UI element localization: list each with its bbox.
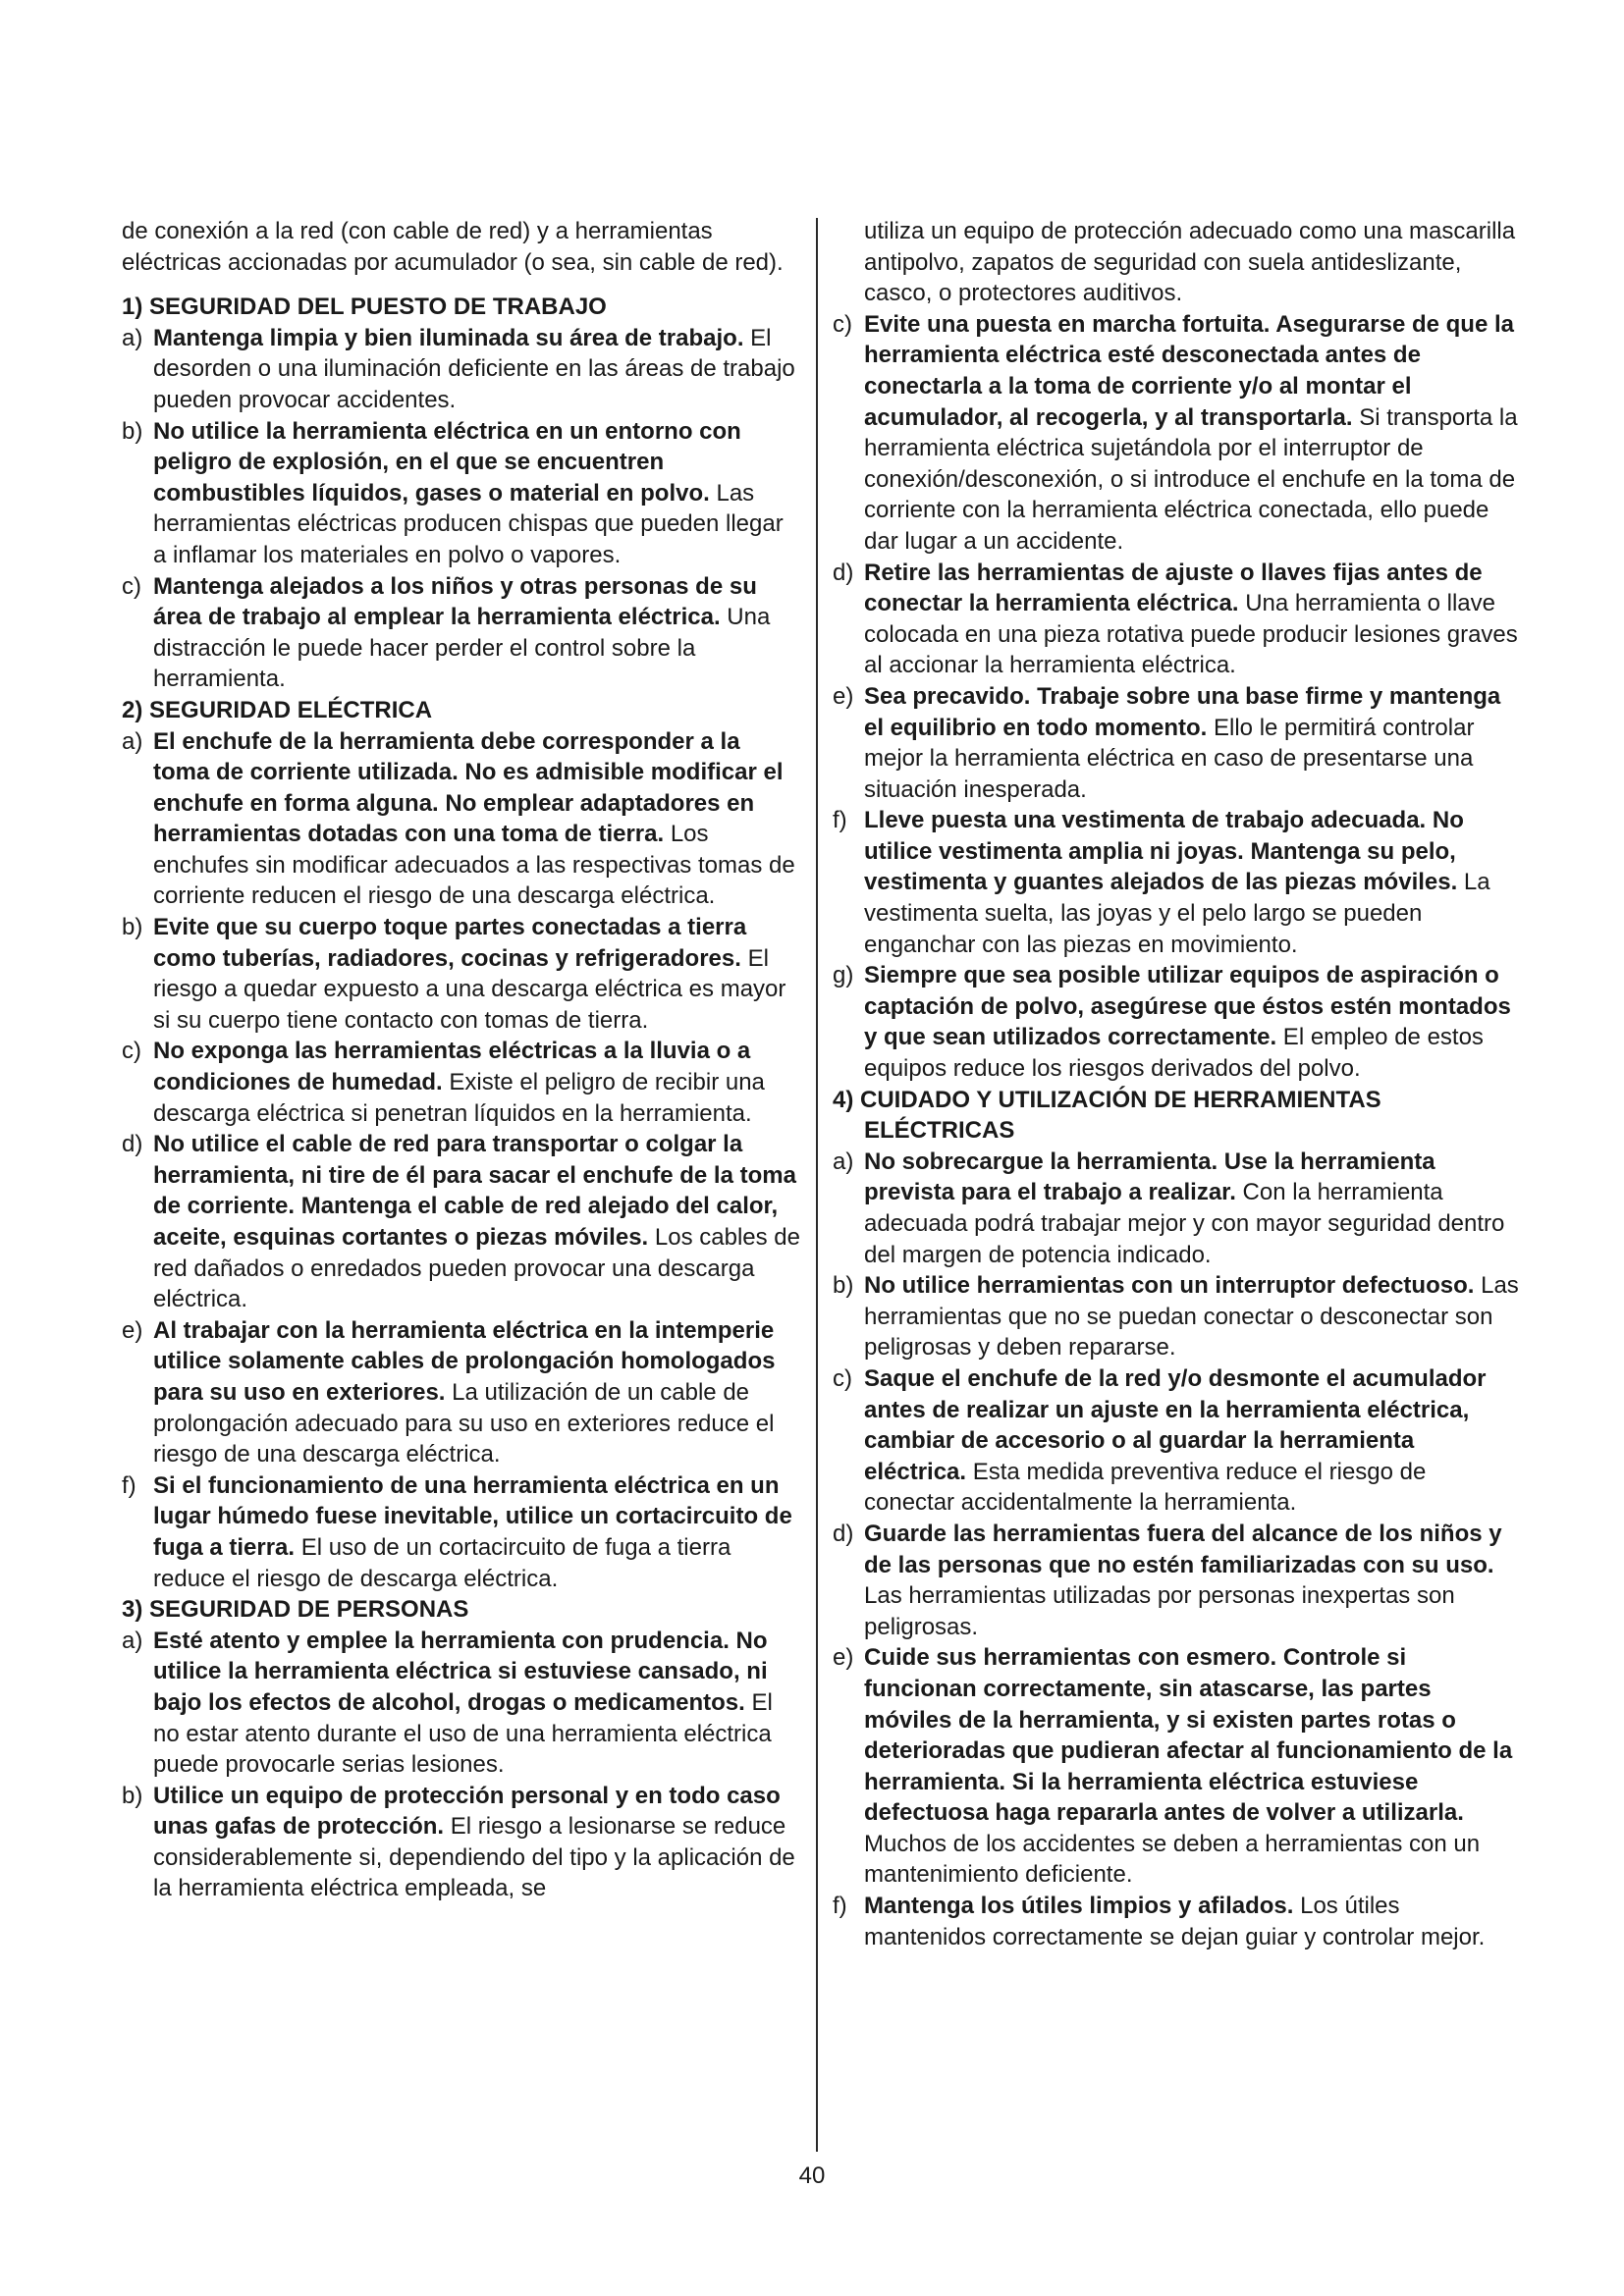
continued-paragraph: utiliza un equipo de protección adecuado como una mascarilla antipolvo, zapatos de seguridad con suela antideslizante, casco, o protectores auditivos. [864,218,1516,307]
item-bold-text: Lleve puesta una vestimenta de trabajo adecuada. No utilice vestimenta amplia ni joyas. Mantenga su pelo, vestimenta y guantes alejados de las piezas móviles. [864,807,1464,896]
item-text: El uso de un cortacircuito de fuga a tierra reduce el riesgo de descarga eléctrica. [153,1533,731,1592]
item-text: El riesgo a quedar expuesto a una descarga eléctrica es mayor si su cuerpo tiene contacto con tomas de tierra. [153,944,786,1034]
item-bold-text: Saque el enchufe de la red y/o desmonte el acumulador antes de realizar un ajuste en la herramienta eléctrica, cambiar de accesorio o al guardar la herramienta eléctrica. [864,1364,1487,1485]
item-bold-text: No exponga las herramientas eléctricas a la lluvia o a condiciones de humedad. [153,1038,751,1096]
item-bold-text: Guarde las herramientas fuera del alcance de los niños y de las personas que no estén familiarizadas con su uso. [864,1520,1502,1578]
page-number: 40 [798,2163,826,2189]
item-letter: f) [833,807,847,834]
item-bold-text: Retire las herramientas de ajuste o llaves fijas antes de conectar la herramienta eléctrica. [864,559,1483,617]
list-item [833,1891,1520,1952]
item-text: El riesgo a lesionarse se reduce considerablemente si, dependiendo del tipo y la aplicación de la herramienta eléctrica empleada, se [153,1813,795,1902]
list-item [122,323,801,416]
list-item [122,1036,801,1129]
item-bold-text: Mantenga los útiles limpios y afilados. [864,1893,1294,1920]
item-text: Los enchufes sin modificar adecuados a las respectivas tomas de corriente reducen el riesgo de una descarga eléctrica. [153,821,795,910]
list-item [122,912,801,1036]
item-bold-text: Mantenga alejados a los niños y otras personas de su área de trabajo al emplear la herramienta eléctrica. [153,572,757,631]
list-item [122,1781,801,1904]
item-bold-text: Sea precavido. Trabaje sobre una base firme y mantenga el equilibrio en todo momento. [864,682,1501,741]
item-bold-text: No utilice el cable de red para transportar o colgar la herramienta, ni tire de él para sacar el enchufe de la toma de corriente. Mantenga el cable de red alejado del calor, aceite, esquinas cortantes o piezas móviles. [153,1131,796,1251]
item-letter: d) [833,1520,854,1547]
item-text: Muchos de los accidentes se deben a herramientas con un mantenimiento deficiente. [864,1830,1481,1889]
list-item [833,1147,1520,1270]
item-text: Las herramientas que no se puedan conectar o desconectar son peligrosas y deben repararse. [864,1272,1519,1362]
section-heading-tool-care: 4) CUIDADO Y UTILIZACIÓN DE HERRAMIENTAS ELÉCTRICAS [833,1086,1381,1145]
item-bold-text: Utilice un equipo de protección personal y en todo caso unas gafas de protección. [153,1782,781,1841]
list-item [833,960,1520,1084]
list-item [122,416,801,571]
item-letter: c) [122,1038,141,1065]
item-bold-text: No utilice la herramienta eléctrica en un entorno con peligro de explosión, en el que se encuentren combustibles líquidos, gases o material en polvo. [153,417,741,507]
item-letter: b) [122,914,143,941]
list-item [122,1470,801,1594]
list-item [833,1642,1520,1891]
list-item [122,726,801,913]
item-bold-text: El enchufe de la herramienta debe corresponder a la toma de corriente utilizada. No es admisible modificar el enchufe en forma alguna. No emplear adaptadores en herramientas dotadas con una toma de tierra. [153,727,784,848]
item-letter: c) [833,1364,852,1392]
item-letter: a) [833,1148,854,1175]
item-bold-text: Siempre que sea posible utilizar equipos de aspiración o captación de polvo, asegúrese que éstos estén montados y que sean utilizados correctamente. [864,962,1511,1051]
list-item [833,309,1520,558]
list-item [833,558,1520,681]
section-heading-electrical: 2) SEGURIDAD ELÉCTRICA [122,696,433,723]
list-item [122,1626,801,1781]
list-item [833,1363,1520,1519]
list-item [122,571,801,695]
item-text: Si transporta la herramienta eléctrica sujetándola por el interruptor de conexión/desconexión, o si introduce el enchufe en la toma de corriente con la herramienta eléctrica conectada, ello puede dar lugar a un accidente. [864,403,1518,555]
left-column [122,216,801,1904]
item-text: Existe el peligro de recibir una descarga eléctrica si penetran líquidos en la herramienta. [153,1069,765,1127]
item-letter: b) [122,417,143,445]
item-bold-text: Esté atento y emplee la herramienta con prudencia. No utilice la herramienta eléctrica si estuviese cansado, ni bajo los efectos de alcohol, drogas o medicamentos. [153,1627,768,1716]
item-letter: d) [122,1131,143,1158]
right-column [833,216,1520,1952]
item-text: El no estar atento durante el uso de una herramienta eléctrica puede provocarle serias lesiones. [153,1688,773,1779]
item-letter: g) [833,962,854,989]
item-text: Esta medida preventiva reduce el riesgo de conectar accidentalmente la herramienta. [864,1458,1427,1517]
item-bold-text: Evite que su cuerpo toque partes conectadas a tierra como tuberías, radiadores, cocinas y refrigeradores. [153,914,747,972]
item-text: Ello le permitirá controlar mejor la herramienta eléctrica en caso de presentarse una situación inesperada. [864,714,1475,803]
item-bold-text: Si el funcionamiento de una herramienta eléctrica en un lugar húmedo fuese inevitable, utilice un cortacircuito de fuga a tierra. [153,1471,792,1561]
item-text: El desorden o una iluminación deficiente en las áreas de trabajo pueden provocar accidentes. [153,324,795,413]
item-letter: e) [122,1316,143,1344]
item-bold-text: No utilice herramientas con un interruptor defectuoso. [864,1272,1475,1300]
item-letter: b) [833,1272,854,1300]
item-letter: f) [833,1893,847,1920]
list-item [122,1129,801,1315]
item-letter: b) [122,1782,143,1809]
intro-paragraph: de conexión a la red (con cable de red) y a herramientas eléctricas accionadas por acumulador (o sea, sin cable de red). [122,218,784,276]
item-bold-text: Al trabajar con la herramienta eléctrica en la intemperie utilice solamente cables de prolongación homologados para su uso en exteriores. [153,1316,776,1406]
item-text: Los cables de red dañados o enredados pueden provocar una descarga eléctrica. [153,1224,800,1313]
item-text: La utilización de un cable de prolongación adecuado para su uso en exteriores reduce el riesgo de una descarga eléctrica. [153,1378,775,1468]
list-item [833,805,1520,960]
list-item [122,1315,801,1470]
item-letter: a) [122,324,143,351]
item-text: Con la herramienta adecuada podrá trabajar mejor y con mayor seguridad dentro del margen de potencia indicado. [864,1179,1505,1268]
item-letter: e) [833,682,854,710]
item-letter: d) [833,559,854,586]
item-text: Los útiles mantenidos correctamente se dejan guiar y controlar mejor. [864,1893,1486,1950]
item-text: Una herramienta o llave colocada en una pieza rotativa puede producir lesiones graves al accionar la herramienta eléctrica. [864,590,1518,679]
item-letter: f) [122,1471,136,1499]
item-text: El empleo de estos equipos reduce los riesgos derivados del polvo. [864,1024,1484,1083]
column-divider [816,218,818,2152]
item-bold-text: Evite una puesta en marcha fortuita. Asegurarse de que la herramienta eléctrica esté desconectada antes de conectarla a la toma de corriente y/o al montar el acumulador, al recogerla, y al transportarla. [864,310,1514,431]
item-letter: c) [122,572,141,600]
item-bold-text: Mantenga limpia y bien iluminada su área de trabajo. [153,324,744,351]
item-letter: a) [122,727,143,755]
list-item [833,1519,1520,1642]
item-letter: e) [833,1644,854,1672]
item-text: Una distracción le puede hacer perder el control sobre la herramienta. [153,604,771,693]
list-item [833,1270,1520,1363]
item-letter: a) [122,1627,143,1654]
item-text: Las herramientas utilizadas por personas inexpertas son peligrosas. [864,1582,1455,1640]
item-bold-text: Cuide sus herramientas con esmero. Controle si funcionan correctamente, sin atascarse, las partes móviles de la herramienta, y si existen partes rotas o deterioradas que pudieran afectar al funcionamiento de la herramienta. Si la herramienta eléctrica estuviese defectuosa haga repararla antes de volver a utilizarla. [864,1644,1513,1827]
item-letter: c) [833,310,852,338]
item-text: Las herramientas eléctricas producen chispas que pueden llegar a inflamar los materiales en polvo o vapores. [153,479,784,568]
item-bold-text: No sobrecargue la herramienta. Use la herramienta prevista para el trabajo a realizar. [864,1148,1435,1206]
section-heading-personal: 3) SEGURIDAD DE PERSONAS [122,1596,469,1624]
section-heading-workplace: 1) SEGURIDAD DEL PUESTO DE TRABAJO [122,294,607,321]
list-item [833,681,1520,805]
item-text: La vestimenta suelta, las joyas y el pelo largo se pueden enganchar con las piezas en movimiento. [864,869,1490,958]
